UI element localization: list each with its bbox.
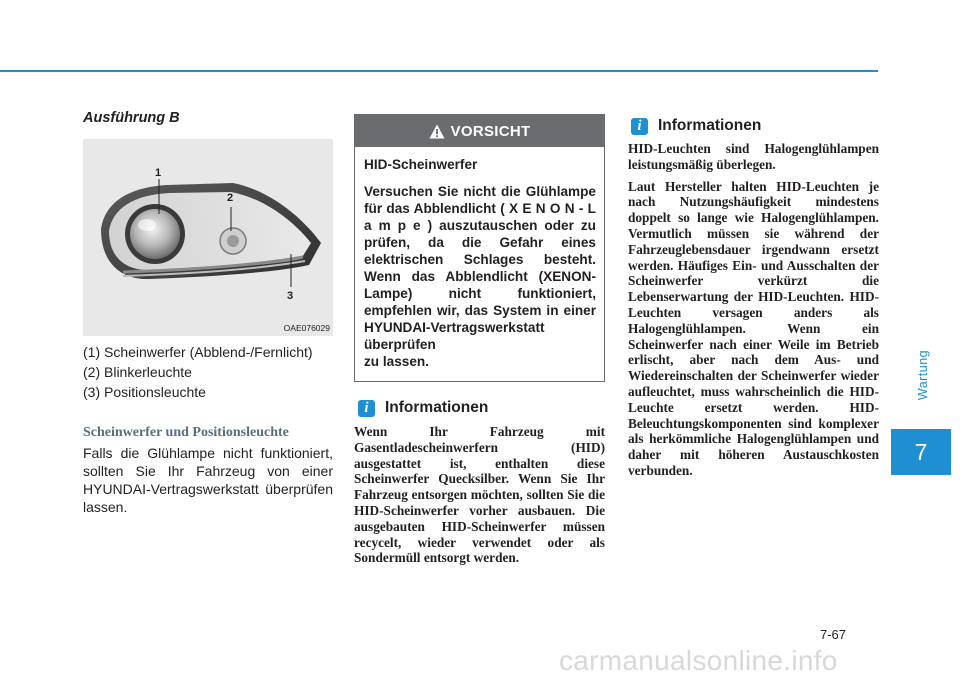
legend-item-1: (1) Scheinwerfer (Abblend-/Fernlicht)	[83, 344, 313, 360]
caution-text	[364, 183, 596, 370]
legend-item-2: (2) Blinkerleuchte	[83, 364, 192, 380]
info-right-paragraph-1: HID-Leuchten sind Halogenglühlampen leistungsmäßig überlegen.	[628, 141, 879, 172]
watermark: carmanualsonline.info	[559, 645, 838, 676]
section-title: Scheinwerfer und Positionsleuchte	[83, 425, 289, 440]
legend-item-3: (3) Positionsleuchte	[83, 384, 206, 400]
callout-3: 3	[287, 290, 294, 302]
info-right-paragraph-2: Laut Hersteller halten HID-Leuchten je nach Nutzungshäufigkeit mindestens doppelt so lange wie Halogenglühlampen. Vermutlich müssen sie während der Fahrzeuglebensdauer irgendwann ersetzt werden. Häufiges Ein- und Ausschalten der Scheinwerfer verkürzt die Lebenserwartung der HID-Leuchten. HID-Leuchten versagen anders als Halogenglühlampen. Wenn ein Scheinwerfer nach einer Weile im Betrieb erlischt, aber nach dem Aus- und Wiedereinschalten der Scheinwerfer wieder aufleuchtet, muss wahrscheinlich die HID-Leuchte ersetzt werden. HID-Beleuchtungskomponenten sind komplexer als herkömmliche Halogenglühlampen und daher mit höheren Austauschkosten verbunden.	[628, 178, 879, 478]
callout-2: 2	[227, 192, 234, 204]
info-header-middle	[358, 399, 488, 417]
caution-box	[354, 114, 605, 382]
caution-text-last: zu lassen.	[364, 354, 429, 369]
caution-body	[355, 147, 604, 370]
caution-subtitle: HID-Scheinwerfer	[364, 157, 478, 172]
figure-legend	[83, 342, 333, 402]
info-title-right: Informationen	[658, 117, 762, 134]
warning-triangle-icon	[429, 124, 445, 139]
headlamp-illustration	[83, 139, 333, 336]
info-title-middle: Informationen	[385, 399, 489, 416]
figure-code: OAE076029	[283, 323, 330, 333]
section-text: Falls die Glühlampe nicht funktioniert, sollten Sie Ihr Fahrzeug von einer HYUNDAI-Vertragswerkstatt überprüfen lassen.	[83, 445, 333, 515]
info-icon: i	[631, 118, 648, 135]
section-side-label	[893, 330, 953, 420]
caution-header-label: VORSICHT	[450, 122, 531, 140]
info-text-middle: Wenn Ihr Fahrzeug mit Gasentladescheinwerfern (HID) ausgestattet ist, enthalten diese Scheinwerfer Quecksilber. Wenn Sie Ihr Fahrzeug entsorgen möchten, sollten Sie die HID-Scheinwerfer vorher ausbauen. Die ausgebauten HID-Scheinwerfer müssen recycelt, wieder verwendet oder als Sondermüll entsorgt werden.	[354, 424, 605, 566]
top-rule	[0, 70, 878, 72]
page-number: 7-67	[820, 627, 847, 642]
chapter-tab: 7	[891, 429, 951, 475]
headlamp-figure	[83, 139, 333, 336]
info-icon: i	[358, 400, 375, 417]
callout-1: 1	[155, 167, 162, 179]
variant-title: Ausführung B	[83, 110, 180, 126]
caution-text-main: Versuchen Sie nicht die Glühlampe für das Abblendlicht ( X E N O N - L a m p e ) auszutauschen oder zu prüfen, da die Gefahr eines elektrischen Schlages besteht. Wenn das Abblendlicht (XENON-Lampe) nicht funktioniert, empfehlen wir, das System in einer HYUNDAI-Vertragswerkstatt überprüfen	[364, 184, 596, 352]
caution-header	[355, 115, 604, 147]
info-text-right	[628, 141, 879, 485]
info-header-right	[631, 117, 761, 135]
section-side-label-text: Wartung	[916, 349, 930, 401]
